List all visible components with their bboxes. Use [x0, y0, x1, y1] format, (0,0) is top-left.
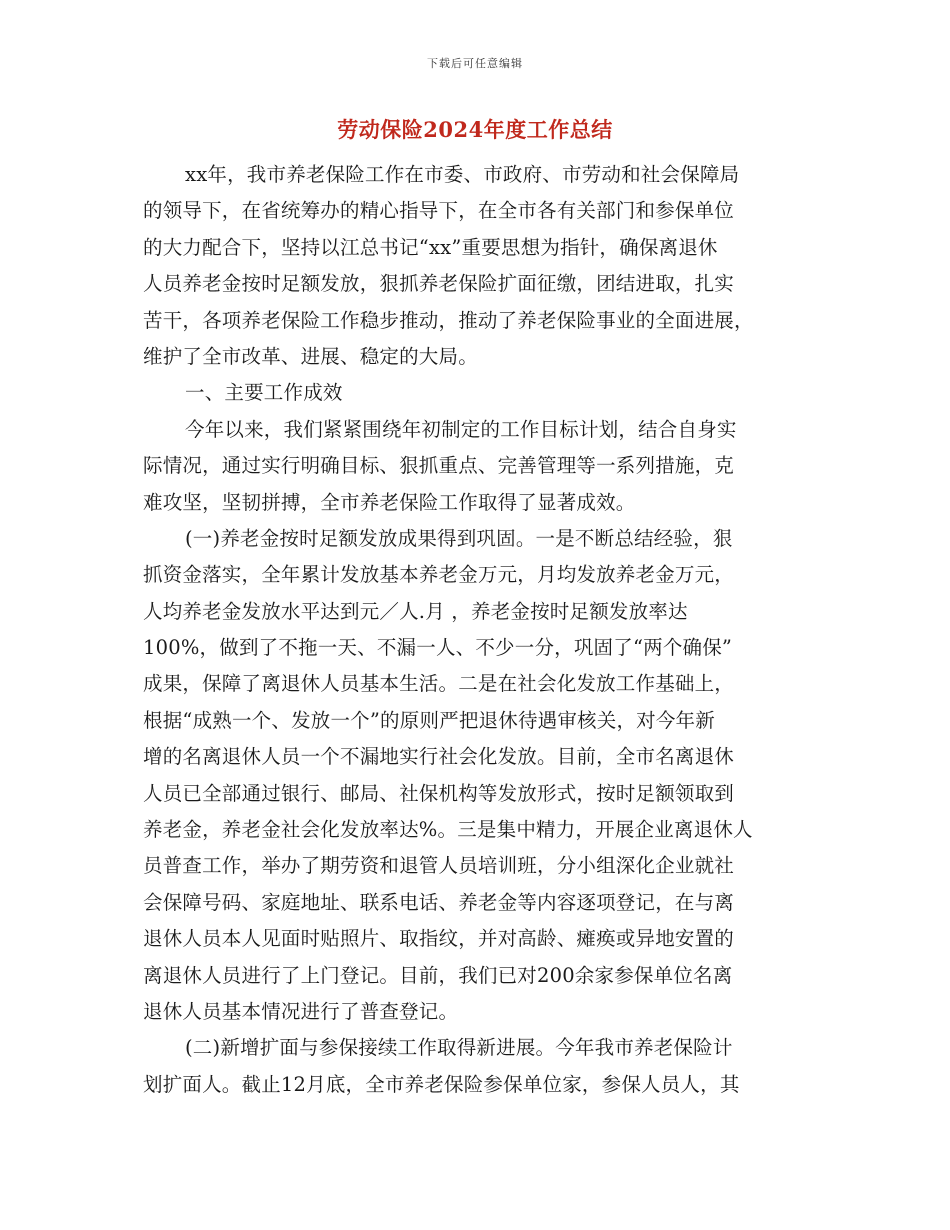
text-line: 苦干，各项养老保险工作稳步推动，推动了养老保险事业的全面进展，: [143, 308, 754, 332]
document-body: [143, 157, 805, 1103]
section-heading: 一、主要工作成效: [185, 381, 343, 405]
text-line: 人员已全部通过银行、邮局、社保机构等发放形式，按时足额领取到: [143, 781, 735, 805]
text-line: 维护了全市改革、进展、稳定的大局。: [143, 344, 478, 368]
text-line: xx年，我市养老保险工作在市委、市政府、市劳动和社会保障局: [185, 163, 740, 186]
text-line: 退休人员基本情况进行了普查登记。: [143, 999, 459, 1023]
text-line: 的领导下，在省统筹办的精心指导下，在全市各有关部门和参保单位: [143, 199, 735, 223]
text-line: 难攻坚，坚韧拼搏，全市养老保险工作取得了显著成效。: [143, 490, 636, 514]
document-title: 劳动保险2024年度工作总结: [337, 117, 613, 142]
text-line: 抓资金落实，全年累计发放基本养老金万元，月均发放养老金万元，: [143, 563, 735, 587]
header-note: 下载后可任意编辑: [427, 57, 523, 70]
text-line: 根据“成熟一个、发放一个”的原则严把退休待遇审核关，对今年新: [143, 708, 715, 732]
text-line: (一)养老金按时足额发放成果得到巩固。一是不断总结经验，狠: [185, 526, 733, 550]
text-line: 退休人员本人见面时贴照片、取指纹，并对高龄、瘫痪或异地安置的: [143, 927, 735, 951]
text-line: (二)新增扩面与参保接续工作取得新进展。今年我市养老保险计: [185, 1036, 733, 1060]
text-line: 际情况，通过实行明确目标、狠抓重点、完善管理等一系列措施，克: [143, 454, 735, 478]
text-line: 会保障号码、家庭地址、联系电话、养老金等内容逐项登记，在与离: [143, 890, 735, 914]
text-line: 人均养老金发放水平达到元／人.月 ，养老金按时足额发放率达: [143, 599, 688, 623]
text-line: 离退休人员进行了上门登记。目前，我们已对200余家参保单位名离: [143, 963, 733, 987]
text-line: 的大力配合下，坚持以江总书记“xx”重要思想为指针，确保离退休: [143, 235, 718, 259]
text-line: 员普查工作，举办了期劳资和退管人员培训班，分小组深化企业就社: [143, 854, 735, 878]
text-line: 成果，保障了离退休人员基本生活。二是在社会化发放工作基础上，: [143, 672, 735, 696]
text-line: 人员养老金按时足额发放，狠抓养老保险扩面征缴，团结进取，扎实: [143, 272, 735, 296]
text-line: 今年以来，我们紧紧围绕年初制定的工作目标计划，结合自身实: [185, 417, 737, 441]
text-line: 100%，做到了不拖一天、不漏一人、不少一分，巩固了“两个确保”: [143, 636, 733, 660]
text-line: 增的名离退休人员一个不漏地实行社会化发放。目前，全市名离退休: [143, 745, 735, 769]
text-line: 划扩面人。截止12月底，全市养老保险参保单位家，参保人员人，其: [143, 1072, 740, 1096]
text-line: 养老金，养老金社会化发放率达%。三是集中精力，开展企业离退休人: [143, 818, 753, 842]
